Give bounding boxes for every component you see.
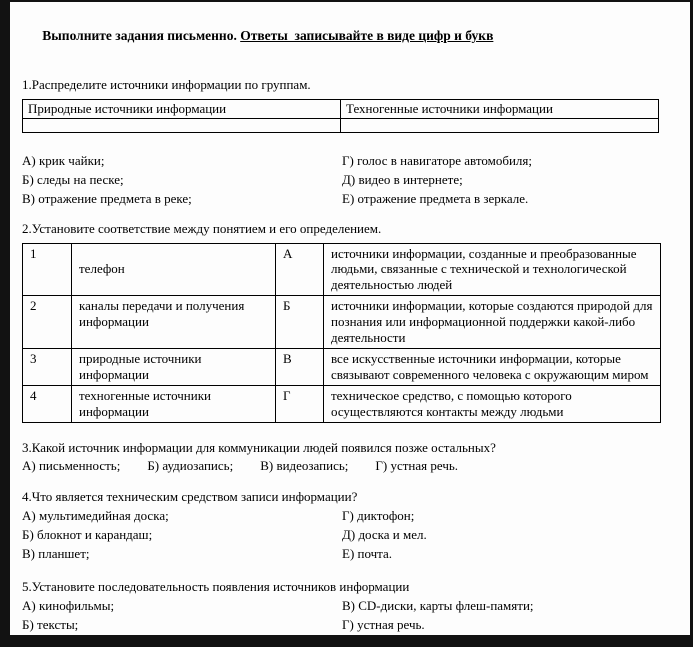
task1-answer-row: [23, 119, 659, 133]
task4-option-g: Г) диктофон;: [342, 508, 415, 524]
task4-option-a: А) мультимедийная доска;: [22, 508, 169, 524]
task1-col1-answer-cell: [23, 119, 341, 133]
task1-options-left: [22, 152, 342, 209]
task3-option-g: Г) устная речь.: [375, 458, 459, 474]
task4-option-b: Б) блокнот и карандаш;: [22, 527, 153, 543]
task1-option-e: Е) отражение предмета в зеркале.: [342, 190, 529, 206]
task2-row-4: [23, 386, 661, 423]
task1-option-a: А) крик чайки;: [22, 153, 105, 168]
task1-option-g: Г) голос в навигаторе автомобиля;: [342, 153, 532, 168]
task2-row2-number: 2: [23, 296, 72, 349]
task2-row-1: [23, 243, 661, 296]
task2-row2-definition: источники информации, которые создаются природой для познания или информационной поддержки какой-либо деятельности: [324, 296, 661, 349]
task2-row2-term: каналы передачи и получения информации: [72, 296, 276, 349]
task3-options: [22, 458, 670, 474]
task1-col2-header: Техногенные источники информации: [341, 100, 659, 119]
task5-options: [22, 597, 670, 635]
task2-row4-term: техногенные источники информации: [72, 386, 276, 423]
task1-options-right: [342, 152, 532, 209]
task2-row4-letter: Г: [276, 386, 324, 423]
task2-row3-term: природные источники информации: [72, 349, 276, 386]
task2-row3-definition: все искусственные источники информации, которые связывают современного человека с окружающим миром: [324, 349, 661, 386]
title-plain: Выполните задания письменно.: [42, 28, 241, 43]
document-page: [10, 2, 690, 635]
task5-option-b: Б) тексты;: [22, 616, 79, 632]
task2-row3-number: 3: [23, 349, 72, 386]
task2-row-3: [23, 349, 661, 386]
task3-option-a: А) письменность;: [22, 458, 121, 474]
task2-row1-letter: А: [276, 243, 324, 296]
task4-option-e: Е) почта.: [342, 546, 393, 562]
task1-option-d: Д) видео в интернете;: [342, 171, 463, 187]
title-underlined: Ответы записывайте в виде цифр и букв: [240, 28, 494, 43]
task4-options: [22, 507, 670, 564]
task2-row-2: [23, 296, 661, 349]
task3-option-b: Б) аудиозапись;: [147, 458, 234, 474]
task2-matching-table: [22, 243, 661, 424]
task2-row3-letter: В: [276, 349, 324, 386]
task3-option-v: В) видеозапись;: [260, 458, 349, 474]
task2-row1-definition: источники информации, созданные и преобразованные людьми, связанные с технической и технологической деятельностью людей: [324, 243, 661, 296]
task1-header-row: [23, 100, 659, 119]
task2-row1-number: 1: [23, 243, 72, 296]
task1-table: [22, 99, 659, 133]
task2-row2-letter: Б: [276, 296, 324, 349]
task1-options: [22, 152, 670, 209]
task5-option-a: А) кинофильмы;: [22, 598, 115, 613]
task2-row4-definition: техническое средство, с помощью которого осуществляются контакты между людьми: [324, 386, 661, 423]
task4-option-d: Д) доска и мел.: [342, 527, 427, 543]
task1-col1-header: Природные источники информации: [23, 100, 341, 119]
task5-options-left: [22, 597, 342, 635]
task3-heading: 3.Какой источник информации для коммуникации людей появился позже остальных?: [22, 440, 496, 456]
task5-heading: 5.Установите последовательность появления источников информации: [22, 579, 410, 594]
task5-options-right: [342, 597, 534, 635]
task2-heading: 2.Установите соответствие между понятием и его определением.: [22, 220, 382, 236]
task5-option-v: В) CD-диски, карты флеш-памяти;: [342, 598, 534, 613]
task1-option-b: Б) следы на песке;: [22, 171, 124, 187]
task2-row1-term: телефон: [72, 243, 276, 296]
task4-options-left: [22, 507, 342, 564]
task4-option-v: В) планшет;: [22, 546, 90, 562]
task1-heading: 1.Распределите источники информации по группам.: [22, 77, 311, 92]
task1-option-v: В) отражение предмета в реке;: [22, 190, 192, 206]
task1-col2-answer-cell: [341, 119, 659, 133]
page-title: [22, 12, 670, 60]
task5-option-g: Г) устная речь.: [342, 616, 425, 632]
task4-options-right: [342, 507, 427, 564]
task2-row4-number: 4: [23, 386, 72, 423]
task4-heading: 4.Что является техническим средством записи информации?: [22, 489, 358, 505]
